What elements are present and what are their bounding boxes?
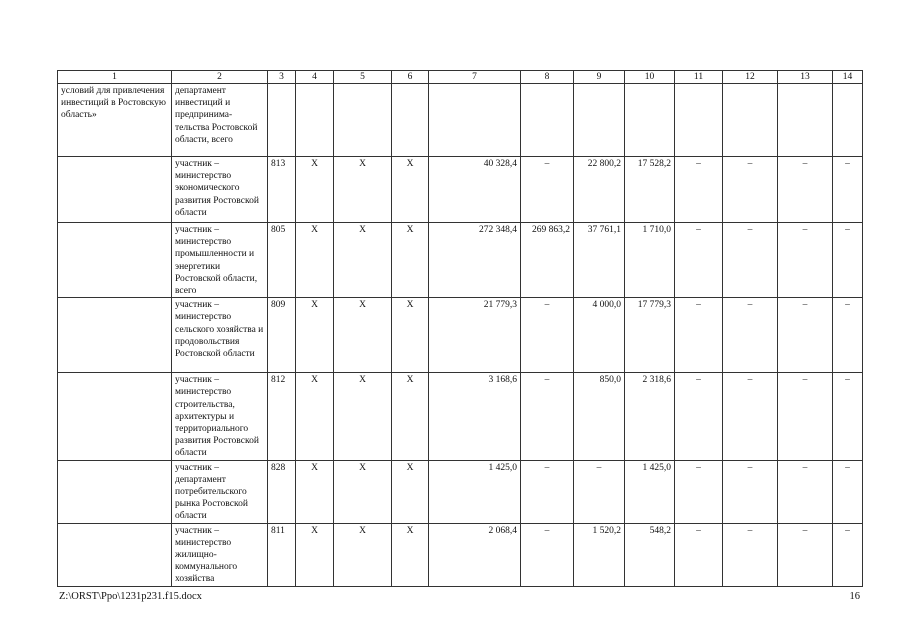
table-cell: –	[723, 298, 778, 373]
table-cell: условий для привлечения инвестиций в Ростовскую область»	[58, 84, 172, 157]
table-cell: Х	[392, 373, 429, 460]
column-number: 3	[268, 71, 296, 84]
table-cell: 269 863,2	[521, 223, 574, 298]
table-cell: Х	[392, 298, 429, 373]
table-cell: –	[675, 373, 723, 460]
table-cell	[429, 84, 521, 157]
table-cell: 1 710,0	[625, 223, 675, 298]
table-cell: –	[675, 298, 723, 373]
column-number: 4	[296, 71, 334, 84]
table-cell: Х	[296, 157, 334, 223]
table-cell	[58, 157, 172, 223]
column-number: 6	[392, 71, 429, 84]
table-cell	[625, 84, 675, 157]
column-number: 14	[833, 71, 863, 84]
table-cell: Х	[334, 373, 392, 460]
table-cell: 22 800,2	[574, 157, 625, 223]
table-cell: 17 528,2	[625, 157, 675, 223]
table-cell: Х	[334, 223, 392, 298]
table-cell: 813	[268, 157, 296, 223]
table-row	[58, 84, 863, 157]
table-cell: Х	[334, 523, 392, 586]
table-cell: –	[833, 223, 863, 298]
table-cell: –	[675, 523, 723, 586]
column-number: 5	[334, 71, 392, 84]
table-cell: 272 348,4	[429, 223, 521, 298]
table-cell: департамент инвестиций и предпринима-тельства Ростовской области, всего	[172, 84, 268, 157]
table-cell: 1 520,2	[574, 523, 625, 586]
table-cell: –	[778, 460, 833, 523]
table-cell: –	[723, 523, 778, 586]
table-cell: 2 318,6	[625, 373, 675, 460]
table-cell: –	[675, 460, 723, 523]
table-cell	[296, 84, 334, 157]
table-cell: 812	[268, 373, 296, 460]
table-cell: –	[521, 460, 574, 523]
table-cell	[58, 373, 172, 460]
column-number: 2	[172, 71, 268, 84]
table-cell: –	[778, 373, 833, 460]
table-row	[58, 157, 863, 223]
column-number: 10	[625, 71, 675, 84]
table-cell: Х	[334, 157, 392, 223]
table-cell: 21 779,3	[429, 298, 521, 373]
table-cell	[833, 84, 863, 157]
table-cell: –	[833, 157, 863, 223]
table-cell	[58, 298, 172, 373]
table-cell	[58, 523, 172, 586]
table-cell: участник – департамент потребительского рынка Ростовской области	[172, 460, 268, 523]
table-cell	[58, 460, 172, 523]
table-cell: 40 328,4	[429, 157, 521, 223]
table-cell: –	[778, 523, 833, 586]
table-cell: Х	[392, 223, 429, 298]
table-cell: Х	[296, 460, 334, 523]
table-cell: участник – министерство строительства, архитектуры и территориального развития Ростовской области	[172, 373, 268, 460]
table-cell	[778, 84, 833, 157]
table-cell: –	[778, 298, 833, 373]
column-number: 12	[723, 71, 778, 84]
table-cell: Х	[392, 523, 429, 586]
table-cell: –	[574, 460, 625, 523]
table-cell	[392, 84, 429, 157]
table-cell: 1 425,0	[429, 460, 521, 523]
table-cell: Х	[296, 298, 334, 373]
table-cell: –	[723, 223, 778, 298]
table-cell: –	[521, 157, 574, 223]
table-cell: 811	[268, 523, 296, 586]
table-cell: 548,2	[625, 523, 675, 586]
table-cell: участник – министерство жилищно-коммунального хозяйства	[172, 523, 268, 586]
table-cell	[268, 84, 296, 157]
table-cell: –	[833, 298, 863, 373]
table-cell: Х	[392, 157, 429, 223]
column-number: 11	[675, 71, 723, 84]
table-cell: –	[723, 157, 778, 223]
table-cell: 2 068,4	[429, 523, 521, 586]
table-cell: Х	[392, 460, 429, 523]
table-cell	[574, 84, 625, 157]
table-row	[58, 373, 863, 460]
column-number: 13	[778, 71, 833, 84]
column-number: 9	[574, 71, 625, 84]
table-cell	[58, 223, 172, 298]
table-cell: 3 168,6	[429, 373, 521, 460]
table-cell: участник – министерство промышленности и энергетики Ростовской области, всего	[172, 223, 268, 298]
table-cell: –	[723, 373, 778, 460]
table-cell: Х	[334, 460, 392, 523]
table-cell: Х	[296, 223, 334, 298]
table-cell: –	[723, 460, 778, 523]
header-row	[58, 71, 863, 84]
table-cell: 17 779,3	[625, 298, 675, 373]
table-row	[58, 298, 863, 373]
table-cell: Х	[296, 373, 334, 460]
table-cell: участник – министерство экономического развития Ростовской области	[172, 157, 268, 223]
budget-table	[57, 70, 863, 587]
table-cell: –	[778, 157, 833, 223]
table-cell: Х	[296, 523, 334, 586]
table-cell: –	[833, 373, 863, 460]
file-path: Z:\ORST\Ppo\1231p231.f15.docx	[59, 591, 202, 602]
table-cell: –	[778, 223, 833, 298]
table-cell: 1 425,0	[625, 460, 675, 523]
page-number: 16	[849, 591, 860, 602]
table-cell: –	[675, 223, 723, 298]
table-cell: 809	[268, 298, 296, 373]
table-cell: 37 761,1	[574, 223, 625, 298]
table-cell	[723, 84, 778, 157]
table-cell: –	[833, 523, 863, 586]
table-row	[58, 523, 863, 586]
table-cell: –	[521, 298, 574, 373]
table-row	[58, 460, 863, 523]
table-row	[58, 223, 863, 298]
table-cell	[675, 84, 723, 157]
table-cell: 828	[268, 460, 296, 523]
table-cell: –	[675, 157, 723, 223]
table-cell: –	[833, 460, 863, 523]
table-cell: 805	[268, 223, 296, 298]
column-number: 7	[429, 71, 521, 84]
table-cell	[521, 84, 574, 157]
column-number: 8	[521, 71, 574, 84]
table-cell: 4 000,0	[574, 298, 625, 373]
table-cell: –	[521, 523, 574, 586]
table-cell	[334, 84, 392, 157]
table-cell: –	[521, 373, 574, 460]
table-cell: 850,0	[574, 373, 625, 460]
column-number: 1	[58, 71, 172, 84]
table-cell: участник – министерство сельского хозяйства и продовольствия Ростовской области	[172, 298, 268, 373]
table-cell: Х	[334, 298, 392, 373]
